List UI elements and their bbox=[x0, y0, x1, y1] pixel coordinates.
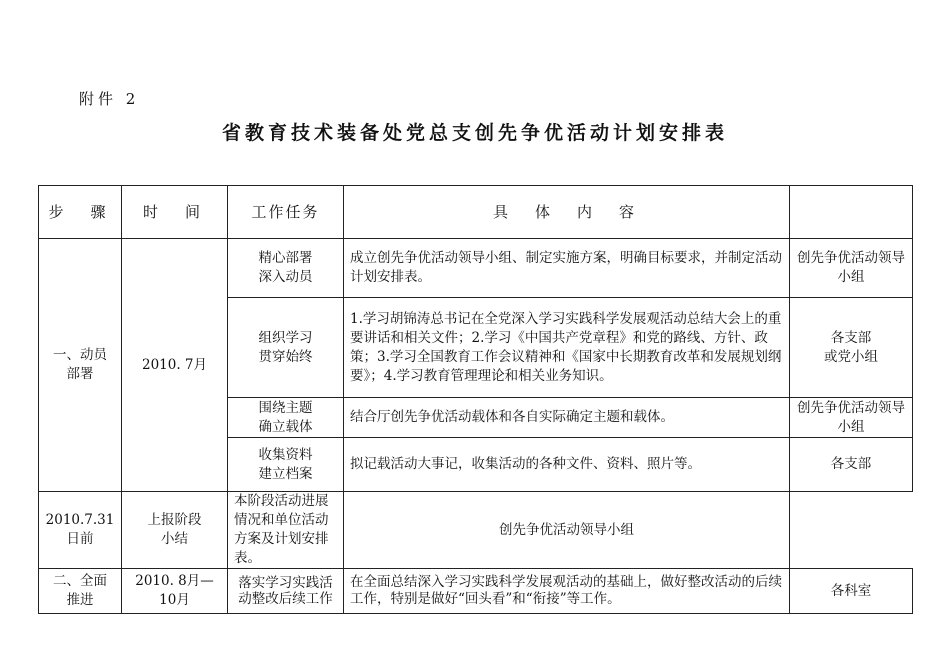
task-cell: 收集资料 建立档案 bbox=[228, 438, 344, 492]
owner-cell: 各科室 bbox=[790, 569, 913, 614]
table-row bbox=[39, 492, 913, 569]
step-cell: 一、动员 部署 bbox=[39, 239, 122, 492]
attachment-label: 附件 2 bbox=[79, 90, 140, 108]
header-content: 具 体 内 容 bbox=[344, 186, 790, 239]
content-cell: 在全面总结深入学习实践科学发展观活动的基础上，做好整改活动的后续工作，特别是做好“回头看”和“衔接”等工作。 bbox=[344, 569, 790, 614]
content-cell: 结合厅创先争优活动载体和各自实际确定主题和载体。 bbox=[344, 398, 790, 438]
task-cell: 落实学习实践活动整改后续工作 bbox=[228, 569, 344, 614]
page-title: 省教育技术装备处党总支创先争优活动计划安排表 bbox=[221, 122, 728, 144]
content-cell: 本阶段活动进展情况和单位活动方案及计划安排表。 bbox=[228, 492, 344, 569]
header-owner bbox=[790, 186, 913, 239]
table-header-row bbox=[39, 186, 913, 239]
owner-cell: 各支部 bbox=[790, 438, 913, 492]
task-cell: 组织学习 贯穿始终 bbox=[228, 298, 344, 398]
owner-cell: 各支部 或党小组 bbox=[790, 298, 913, 398]
content-cell: 拟记载活动大事记，收集活动的各种文件、资料、照片等。 bbox=[344, 438, 790, 492]
time-cell: 2010. 8月—10月 bbox=[122, 569, 228, 614]
task-cell: 围绕主题 确立载体 bbox=[228, 398, 344, 438]
table-row bbox=[39, 569, 913, 614]
content-cell: 成立创先争优活动领导小组、制定实施方案，明确目标要求，并制定活动计划安排表。 bbox=[344, 239, 790, 298]
owner-cell: 创先争优活动领导小组 bbox=[344, 492, 790, 569]
header-task: 工作任务 bbox=[228, 186, 344, 239]
time-cell: 2010. 7月 bbox=[122, 239, 228, 492]
header-time: 时 间 bbox=[122, 186, 228, 239]
task-cell: 精心部署 深入动员 bbox=[228, 239, 344, 298]
content-cell: 1.学习胡锦涛总书记在全党深入学习实践科学发展观活动总结大会上的重要讲话和相关文件；2.学习《中国共产党章程》和党的路线、方针、政策；3.学习全国教育工作会议精神和《国家中长期教育改革和发展规划纲要》；4.学习教育管理理论和相关业务知识。 bbox=[344, 298, 790, 398]
owner-cell: 创先争优活动领导小组 bbox=[790, 239, 913, 298]
step-cell: 二、全面 推进 bbox=[39, 569, 122, 614]
time-cell: 2010.7.31日前 bbox=[39, 492, 122, 569]
header-step: 步 骤 bbox=[39, 186, 122, 239]
task-cell: 上报阶段 小结 bbox=[122, 492, 228, 569]
plan-table bbox=[38, 185, 913, 614]
table-row bbox=[39, 239, 913, 298]
owner-cell: 创先争优活动领导小组 bbox=[790, 398, 913, 438]
